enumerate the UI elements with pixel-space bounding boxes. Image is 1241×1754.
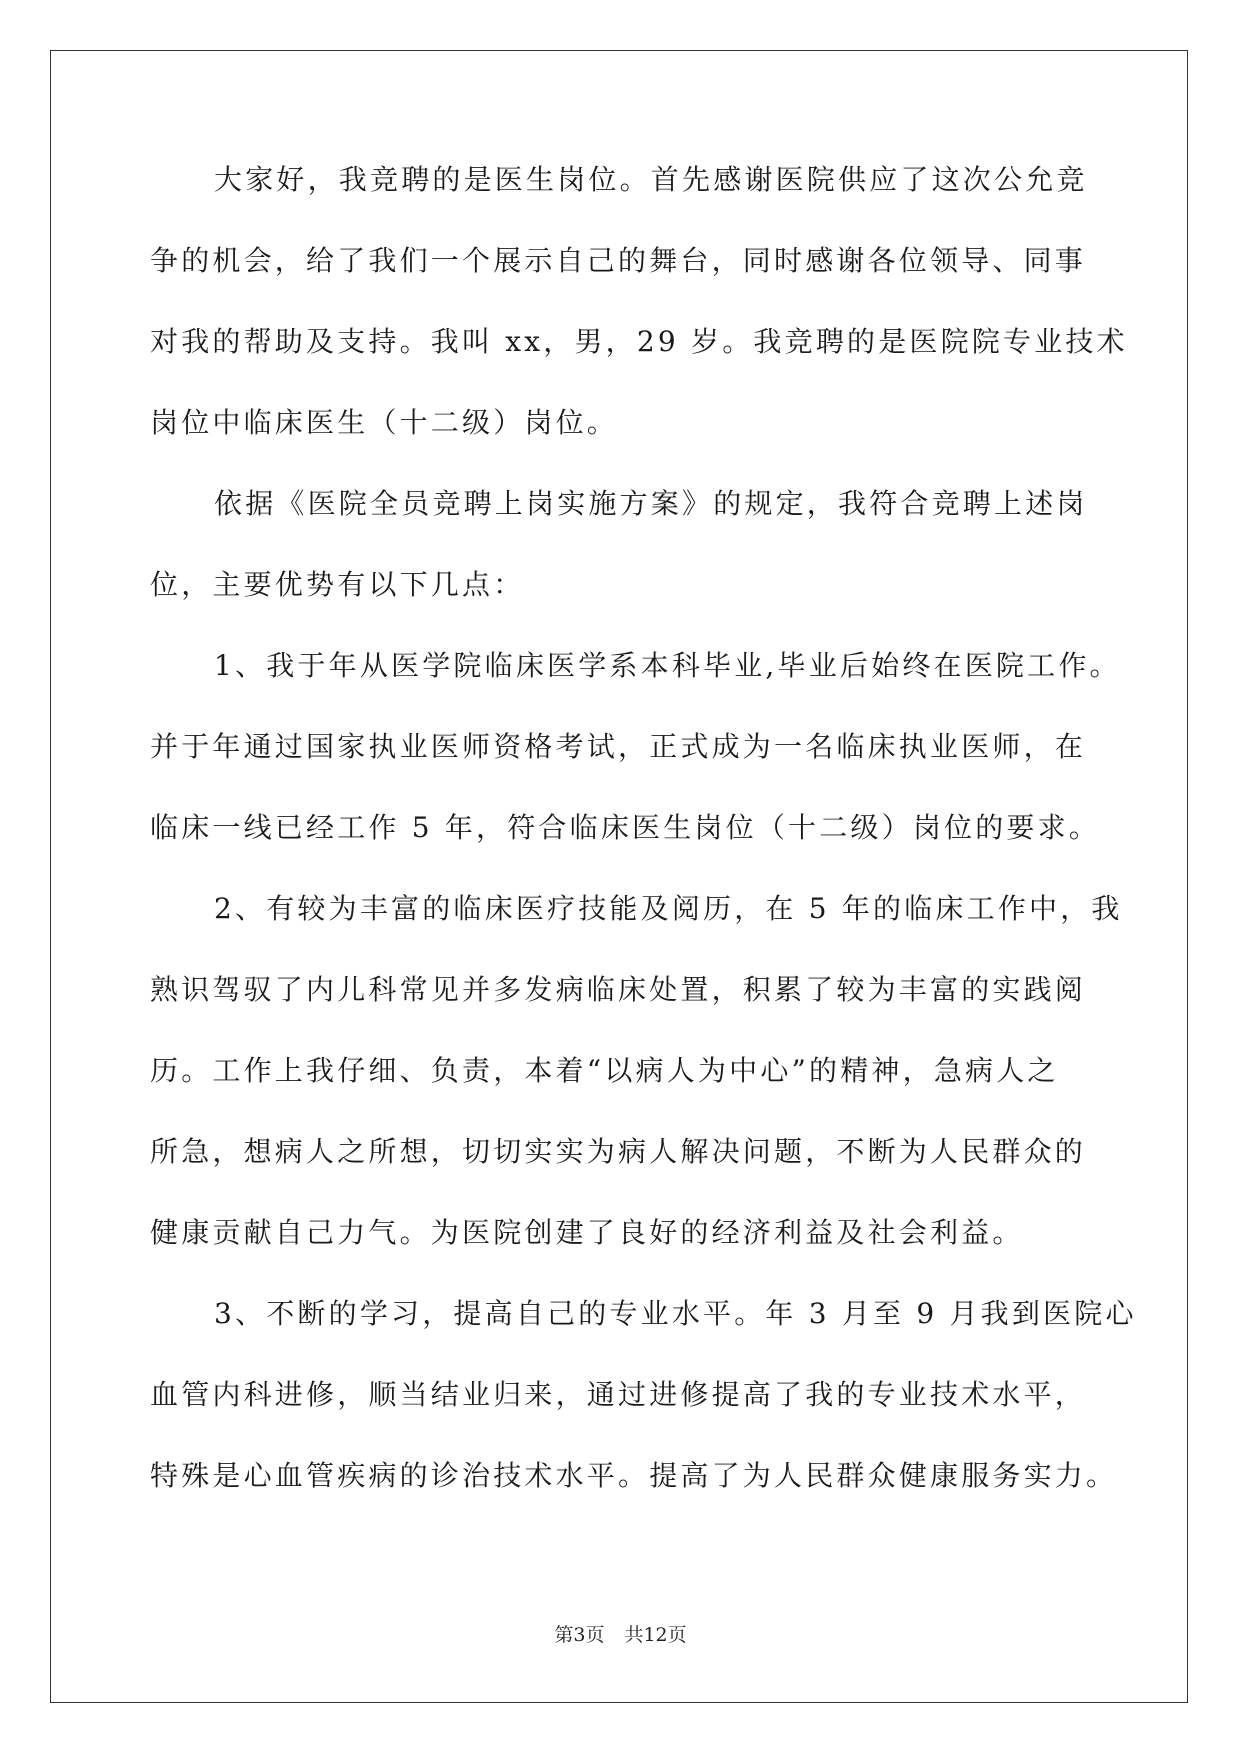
- text-line-13: 所急，想病人之所想，切切实实为病人解决问题，不断为人民群众的: [150, 1135, 1087, 1168]
- text-line-10: 2、有较为丰富的临床医疗技能及阅历，在 5 年的临床工作中，我: [214, 892, 1123, 925]
- text-line-15: 3、不断的学习，提高自己的专业水平。年 3 月至 9 月我到医院心: [214, 1297, 1137, 1330]
- page-number-current: 第3页: [554, 1624, 605, 1646]
- text-line-7: 1、我于年从医学院临床医学系本科毕业,毕业后始终在医院工作。: [214, 649, 1121, 682]
- page-footer: [0, 1623, 1241, 1647]
- text-line-3: 对我的帮助及支持。我叫 xx，男，29 岁。我竞聘的是医院院专业技术: [150, 325, 1128, 358]
- text-line-6: 位，主要优势有以下几点：: [150, 568, 525, 601]
- text-line-8: 并于年通过国家执业医师资格考试，正式成为一名临床执业医师，在: [150, 730, 1087, 763]
- text-line-4: 岗位中临床医生（十二级）岗位。: [150, 406, 619, 439]
- page-number-total: 共12页: [624, 1624, 687, 1646]
- text-line-17: 特殊是心血管疾病的诊治技术水平。提高了为人民群众健康服务实力。: [150, 1459, 1118, 1492]
- text-line-1: 大家好，我竞聘的是医生岗位。首先感谢医院供应了这次公允竞: [214, 163, 1088, 196]
- text-line-14: 健康贡献自己力气。为医院创建了良好的经济利益及社会利益。: [150, 1216, 1024, 1249]
- text-line-16: 血管内科进修，顺当结业归来，通过进修提高了我的专业技术水平，: [150, 1378, 1087, 1411]
- document-body: [150, 162, 1137, 1539]
- text-line-2: 争的机会，给了我们一个展示自己的舞台，同时感谢各位领导、同事: [150, 244, 1087, 277]
- text-line-12: 历。工作上我仔细、负责，本着“以病人为中心”的精神，急病人之: [150, 1054, 1059, 1087]
- text-line-11: 熟识驾驭了内儿科常见并多发病临床处置，积累了较为丰富的实践阅: [150, 973, 1087, 1006]
- text-line-9: 临床一线已经工作 5 年，符合临床医生岗位（十二级）岗位的要求。: [150, 811, 1101, 844]
- text-line-5: 依据《医院全员竞聘上岗实施方案》的规定，我符合竞聘上述岗: [214, 487, 1088, 520]
